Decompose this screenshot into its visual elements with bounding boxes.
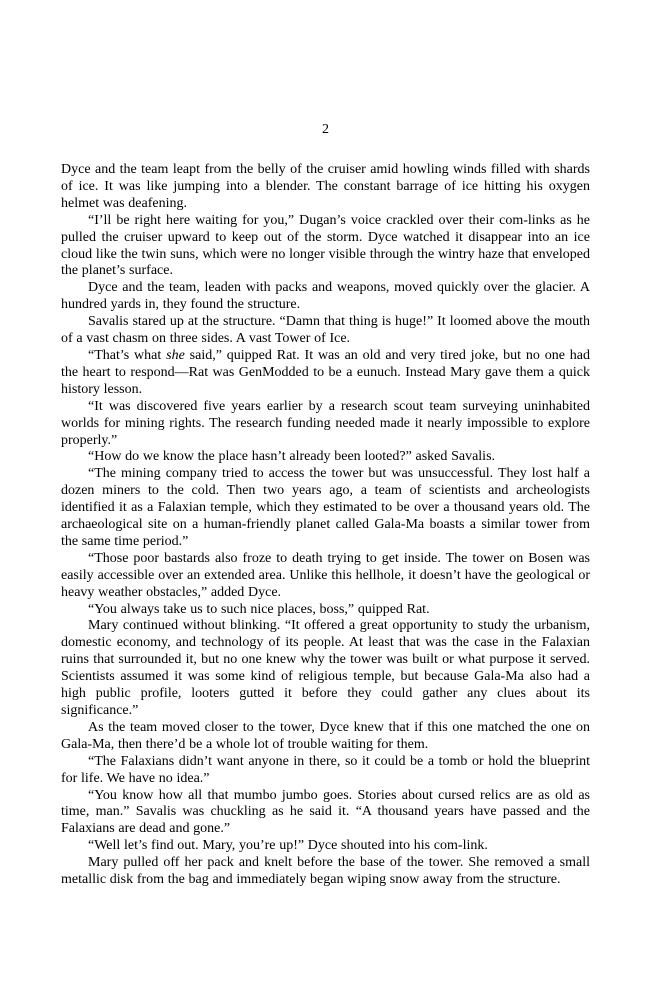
paragraph: “How do we know the place hasn’t already been looted?” asked Savalis. xyxy=(88,449,496,465)
paragraph: “You always take us to such nice places, boss,” quipped Rat. xyxy=(88,601,430,617)
paragraph: “Those poor bastards also froze to death trying to get inside. The tower on Bosen was easily accessible over an extended area. Unlike this hellhole, it doesn’t have the geological or heavy weather obstacles,” added Dyce. xyxy=(61,550,590,600)
paragraph: “The mining company tried to access the tower but was unsuccessful. They lost half a dozen miners to the cold. Then two years ago, a team of scientists and archeologists identified it as a Falaxian temple, which they estimated to be over a thousand years old. The archaeological site on a human-friendly planet called Gala-Ma boasts a similar tower from the same time period.” xyxy=(61,466,590,549)
paragraph: “The Falaxians didn’t want anyone in there, so it could be a tomb or hold the blueprint for life. We have no idea.” xyxy=(61,753,590,786)
paragraph: “It was discovered five years earlier by a research scout team surveying uninhabited worlds for mining rights. The research funding needed made it nearly impossible to explore properly.” xyxy=(61,398,590,448)
paragraph: “Well let’s find out. Mary, you’re up!” Dyce shouted into his com-link. xyxy=(88,838,488,854)
paragraph: “I’ll be right here waiting for you,” Dugan’s voice crackled over their com-links as he pulled the cruiser upward to keep out of the storm. Dyce watched it disappear into an ice cloud like the twin suns, which were no longer visible through the wintry haze that enveloped the planet’s surface. xyxy=(61,212,590,279)
paragraph-run: “That’s what xyxy=(88,347,167,363)
paragraph-run-italic: she xyxy=(166,347,185,363)
paragraph: Dyce and the team, leaden with packs and weapons, moved quickly over the glacier. A hundred yards in, they found the structure. xyxy=(61,280,590,313)
paragraph-run: said,” quipped Rat. It was an old and very tired joke, but no one had the heart to respond—Rat was GenModded to be a eunuch. Instead Mary gave them a quick history lesson. xyxy=(61,347,591,397)
paragraph: Dyce and the team leapt from the belly of the cruiser amid howling winds filled with shards of ice. It was like jumping into a blender. The constant barrage of ice hitting his oxygen helmet was deafening. xyxy=(61,162,590,211)
page-number: 2 xyxy=(322,122,329,137)
paragraph: Mary pulled off her pack and knelt before the base of the tower. She removed a small metallic disk from the bag and immediately began wiping snow away from the structure. xyxy=(61,855,590,888)
paragraph xyxy=(61,348,590,399)
paragraph: As the team moved closer to the tower, Dyce knew that if this one matched the one on Gala-Ma, then there’d be a whole lot of trouble waiting for them. xyxy=(61,719,590,752)
paragraph: Savalis stared up at the structure. “Damn that thing is huge!” It loomed above the mouth of a vast chasm on three sides. A vast Tower of Ice. xyxy=(61,314,590,347)
text-block xyxy=(61,121,590,889)
paragraph: “You know how all that mumbo jumbo goes. Stories about cursed relics are as old as time, man.” Savalis was chuckling as he said it. “A thousand years have passed and the Falaxians are dead and gone.” xyxy=(61,787,590,837)
paragraph: Mary continued without blinking. “It offered a great opportunity to study the urbanism, domestic economy, and technology of its people. At least that was the case in the Falaxian ruins that surrounded it, but no one knew why the tower was built or what purpose it served. Scientists assumed it was some kind of religious temple, but because Gala-Ma also had a high public profile, looters gutted it before they could gather any clues about its significance.” xyxy=(61,618,590,718)
